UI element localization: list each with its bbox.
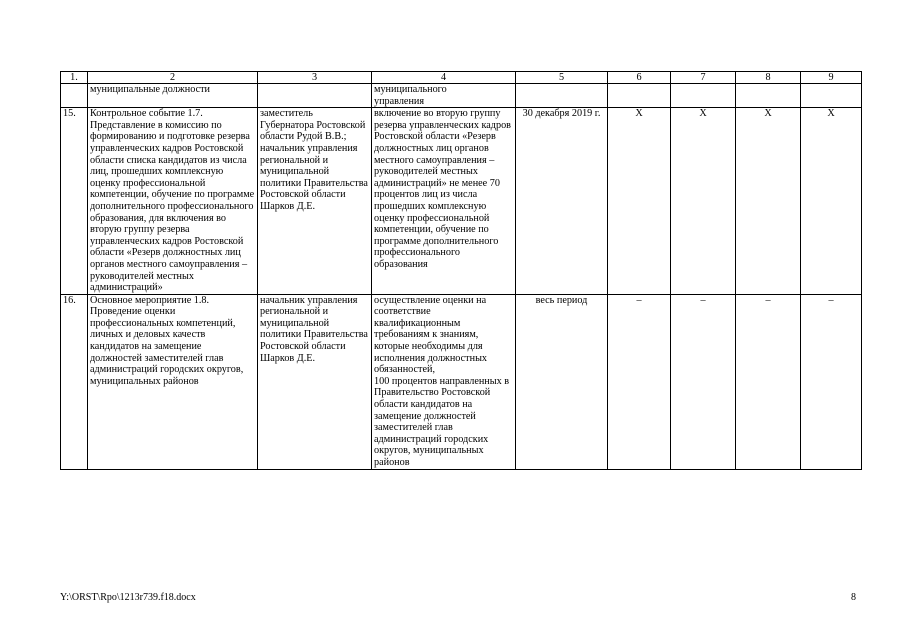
col7-cell: –: [671, 294, 736, 469]
event-cell: Основное мероприятие 1.8. Проведение оценки профессиональных компетенций, личных и деловых качеств кандидатов на замещение должностей заместителей глав администраций городских округов, муниципальных районов: [88, 294, 258, 469]
result-cell: включение во вторую группу резерва управленческих кадров Ростовской области «Резерв должностных лиц органов местного самоуправления – руководителей местных администраций» не менее 70 процентов лиц из числа прошедших комплексную оценку профессиональной компетенции, обучение по программе дополнительного профессионального образования: [372, 108, 516, 295]
event-cell: Контрольное событие 1.7. Представление в комиссию по формированию и подготовке резерва управленческих кадров Ростовской области списка кандидатов из числа лиц, прошедших комплексную оценку профессиональной компетенции, обучение по программе дополнительного профессионального образования, для включения во вторую группу резерва управленческих кадров Ростовской области «Резерв должностных лиц органов местного самоуправления – руководителей местных администраций»: [88, 108, 258, 295]
col7-cell: [671, 84, 736, 108]
col6-cell: X: [608, 108, 671, 295]
row-number: 15.: [61, 108, 88, 295]
col9-cell: [801, 84, 862, 108]
event-cell: муниципальные должности: [88, 84, 258, 108]
col9-cell: –: [801, 294, 862, 469]
col6-cell: –: [608, 294, 671, 469]
col8-cell: –: [736, 294, 801, 469]
header-cell-9: 9: [801, 72, 862, 84]
header-cell-6: 6: [608, 72, 671, 84]
col8-cell: X: [736, 108, 801, 295]
table-row: [61, 84, 862, 108]
footer-file-path: Y:\ORST\Rpo\1213r739.f18.docx: [60, 592, 196, 603]
table-row: [61, 294, 862, 469]
table-row: [61, 108, 862, 295]
header-cell-1: 1.: [61, 72, 88, 84]
result-cell: муниципального управления: [372, 84, 516, 108]
header-cell-4: 4: [372, 72, 516, 84]
col6-cell: [608, 84, 671, 108]
deadline-cell: весь период: [516, 294, 608, 469]
header-cell-3: 3: [258, 72, 372, 84]
header-cell-8: 8: [736, 72, 801, 84]
col9-cell: X: [801, 108, 862, 295]
header-cell-5: 5: [516, 72, 608, 84]
deadline-cell: [516, 84, 608, 108]
row-number: 16.: [61, 294, 88, 469]
col7-cell: X: [671, 108, 736, 295]
header-cell-7: 7: [671, 72, 736, 84]
responsible-cell: начальник управления региональной и муниципальной политики Правительства Ростовской области Шарков Д.Е.: [258, 294, 372, 469]
footer-page-number: 8: [851, 592, 856, 603]
responsible-cell: заместитель Губернатора Ростовской области Рудой В.В.; начальник управления региональной и муниципальной политики Правительства Ростовской области Шарков Д.Е.: [258, 108, 372, 295]
table-header-row: [61, 72, 862, 84]
deadline-cell: 30 декабря 2019 г.: [516, 108, 608, 295]
header-cell-2: 2: [88, 72, 258, 84]
col8-cell: [736, 84, 801, 108]
plan-table: [60, 71, 862, 470]
result-cell: осуществление оценки на соответствие квалификационным требованиям к знаниям, которые необходимы для исполнения должностных обязанностей, 100 процентов направленных в Правительство Ростовской области кандидатов на замещение должностей заместителей глав администраций городских округов, муниципальных районов: [372, 294, 516, 469]
row-number: [61, 84, 88, 108]
responsible-cell: [258, 84, 372, 108]
